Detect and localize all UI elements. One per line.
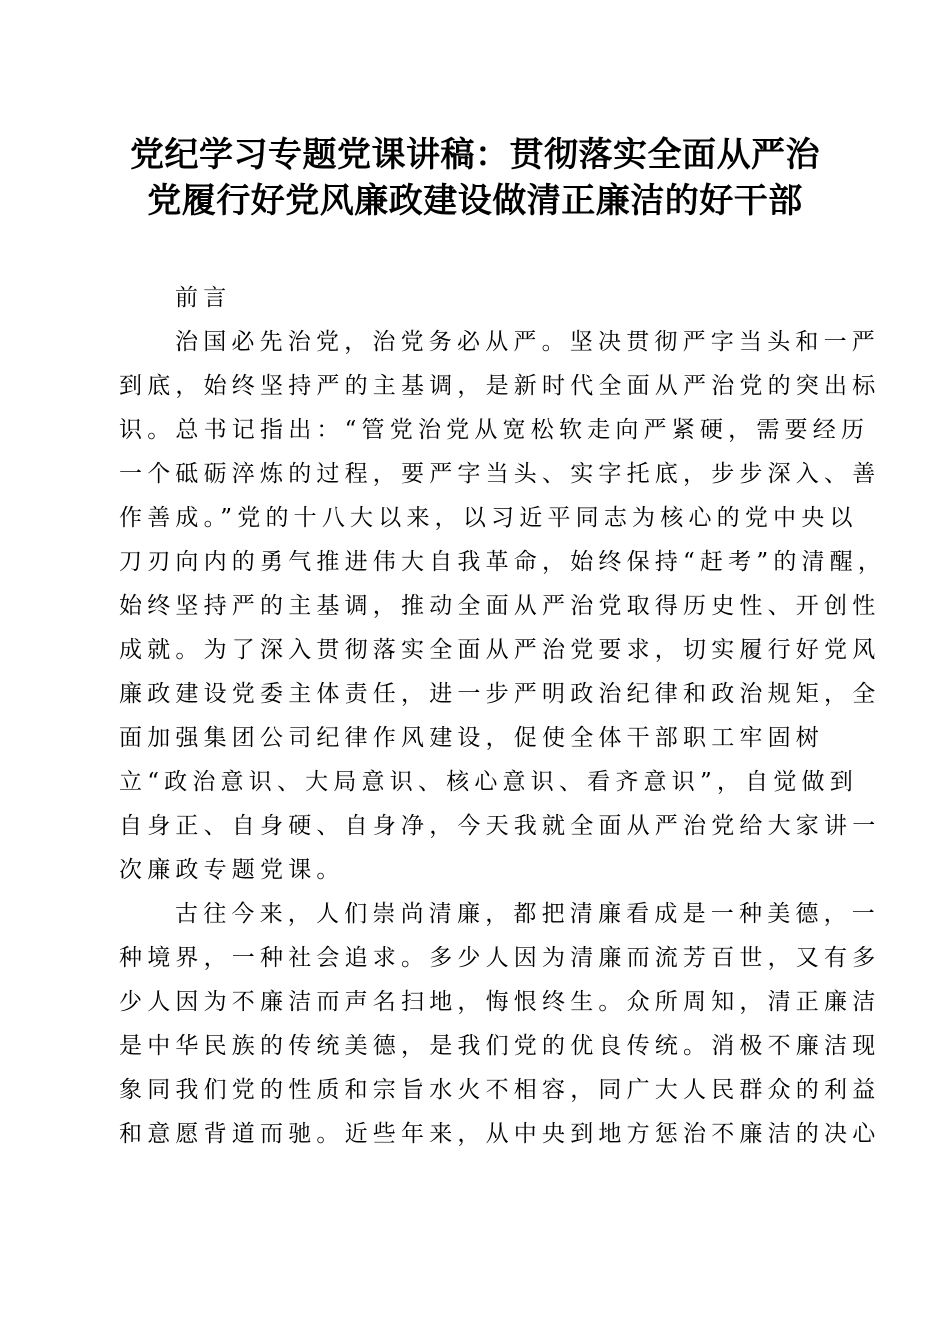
text-line: 廉政建设党委主体责任，进一步严明政治纪律和政治规矩，全	[119, 681, 881, 707]
text-line: 少人因为不廉洁而声名扫地，悔恨终生。众所周知，清正廉洁	[119, 989, 881, 1015]
paragraph-1	[119, 320, 887, 892]
text-line: 刀刃向内的勇气推进伟大自我革命，始终保持“赶考”的清醒，	[119, 549, 887, 575]
text-line: 成就。为了深入贯彻落实全面从严治党要求，切实履行好党风	[119, 637, 881, 663]
text-line: 自身正、自身硬、自身净，今天我就全面从严治党给大家讲一	[119, 813, 881, 839]
text-line: 立“政治意识、大局意识、核心意识、看齐意识”，自觉做到	[119, 769, 858, 795]
text-line: 到底，始终坚持严的主基调，是新时代全面从严治党的突出标	[119, 373, 881, 399]
text-line: 治国必先治党，治党务必从严。坚决贯彻严字当头和一严	[175, 329, 880, 355]
title-line-1: 党纪学习专题党课讲稿：贯彻落实全面从严治	[130, 135, 820, 175]
title-line-2: 党履行好党风廉政建设做清正廉洁的好干部	[147, 181, 803, 221]
text-line: 和意愿背道而驰。近些年来，从中央到地方惩治不廉洁的决心	[119, 1121, 881, 1147]
text-line: 次廉政专题党课。	[119, 857, 345, 883]
document-title	[100, 132, 850, 224]
text-line: 面加强集团公司纪律作风建设，促使全体干部职工牢固树	[119, 725, 824, 751]
preface-heading: 前言	[175, 285, 232, 311]
text-line: 始终坚持严的主基调，推动全面从严治党取得历史性、开创性	[119, 593, 881, 619]
text-line: 一个砥砺淬炼的过程，要严字当头、实字托底，步步深入、善	[119, 461, 881, 487]
text-line: 是中华民族的传统美德，是我们党的优良传统。消极不廉洁现	[119, 1033, 881, 1059]
paragraph-2	[119, 892, 881, 1156]
text-line: 古往今来，人们崇尚清廉，都把清廉看成是一种美德，一	[175, 901, 880, 927]
text-line: 象同我们党的性质和宗旨水火不相容，同广大人民群众的利益	[119, 1077, 881, 1103]
text-line: 作善成。”党的十八大以来，以习近平同志为核心的党中央以	[119, 505, 858, 531]
text-line: 种境界，一种社会追求。多少人因为清廉而流芳百世，又有多	[119, 945, 881, 971]
document-body	[119, 276, 887, 1156]
text-line: 识。总书记指出：“管党治党从宽松软走向严紧硬，需要经历	[119, 417, 870, 443]
